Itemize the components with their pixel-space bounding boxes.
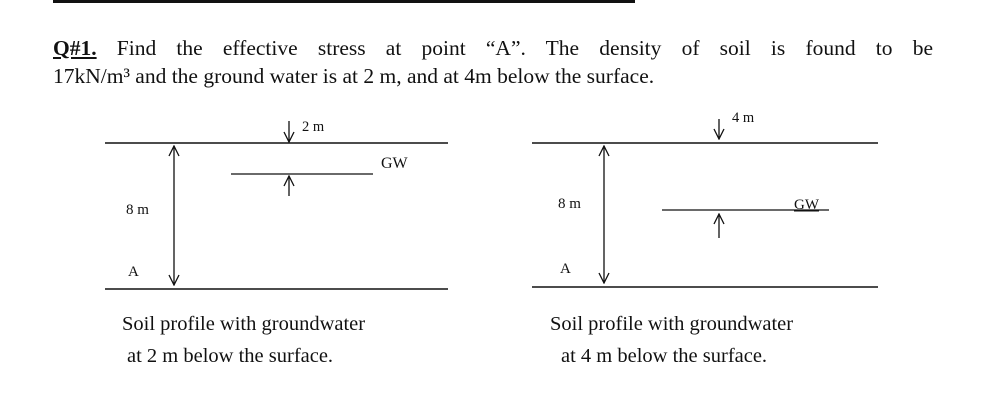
question-line-1-text: Find the effective stress at point “A”. The density of soil is found to be <box>116 36 933 60</box>
caption-line-1: Soil profile with groundwater <box>550 313 794 335</box>
caption-line-2: at 2 m below the surface. <box>127 345 334 367</box>
caption-line-1: Soil profile with groundwater <box>122 313 366 335</box>
thickness-label: 8 m <box>558 196 581 212</box>
groundwater-label: GW <box>381 155 408 172</box>
point-a-label: A <box>560 261 571 277</box>
caption-line-2: at 4 m below the surface. <box>561 345 768 367</box>
point-a-label: A <box>128 264 139 280</box>
depth-label: 4 m <box>732 110 755 126</box>
caption-left <box>122 308 365 372</box>
thickness-label: 8 m <box>126 202 149 218</box>
depth-label: 2 m <box>302 119 325 135</box>
question-line-2: 17kN/m³ and the ground water is at 2 m, and at 4m below the surface. <box>53 64 655 88</box>
question-label: Q#1. <box>53 36 97 60</box>
diagram-right <box>532 110 878 287</box>
diagram-left <box>105 119 448 289</box>
caption-right <box>550 308 793 372</box>
groundwater-label: GW <box>794 197 819 213</box>
